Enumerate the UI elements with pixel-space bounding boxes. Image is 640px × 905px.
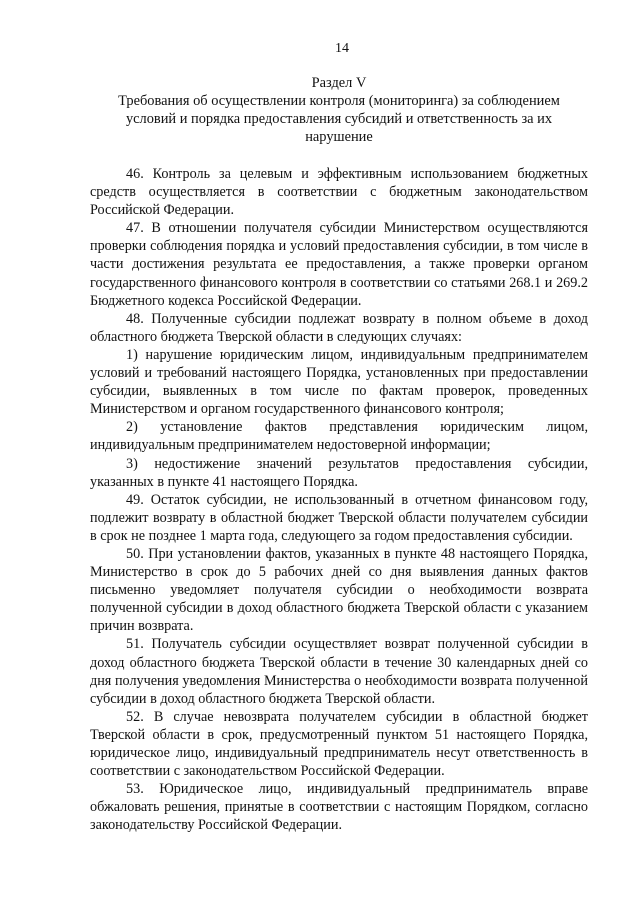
section-title: Раздел V [311, 75, 367, 91]
paragraph-46: 46. Контроль за целевым и эффективным использованием бюджетных средств осуществляется в соответствии с бюджетным законодательством Российской Федерации. [90, 166, 588, 219]
paragraph-51: 51. Получатель субсидии осуществляет возврат полученной субсидии в доход областного бюджета Тверской области в течение 30 календарных дней со дня получения уведомления Министерства о необходимости возврата полученной субсидии в доход областного бюджета Тверской области. [90, 636, 588, 707]
paragraph-53: 53. Юридическое лицо, индивидуальный предприниматель вправе обжаловать решения, принятые в соответствии с настоящим Порядком, согласно законодательству Российской Федерации. [90, 781, 588, 834]
paragraph-48-item-2: 2) установление фактов представления юридическим лицом, индивидуальным предпринимателем недостоверной информации; [90, 419, 588, 454]
page-number: 14 [335, 41, 349, 56]
paragraph-49: 49. Остаток субсидии, не использованный в отчетном финансовом году, подлежит возврату в областной бюджет Тверской области получателем субсидии в срок не позднее 1 марта года, следующего за годом предоставления субсидии. [90, 491, 588, 544]
paragraph-50: 50. При установлении фактов, указанных в пункте 48 настоящего Порядка, Министерство в срок до 5 рабочих дней со дня выявления данных фактов письменно уведомляет получателя субсидии о необходимости возврата полученной субсидии в доход областного бюджета Тверской области с указанием причин возврата. [90, 545, 588, 635]
document-body [90, 165, 588, 834]
paragraph-52: 52. В случае невозврата получателем субсидии в областной бюджет Тверской области в срок, предусмотренный пунктом 51 настоящего Порядка, юридическое лицо, индивидуальный предприниматель несут ответственность в соответствии с законодательством Российской Федерации. [90, 708, 588, 780]
paragraph-48-item-1: 1) нарушение юридическим лицом, индивидуальным предпринимателем условий и требований настоящего Порядка, установленных при предоставлении субсидии, выявленных в том числе по фактам проверок, проведенных Министерством и органом государственного финансового контроля; [90, 346, 588, 418]
section-heading: Требования об осуществлении контроля (мониторинга) за соблюдением условий и порядка предоставления субсидий и ответственность за их нарушение [118, 93, 560, 145]
paragraph-47: 47. В отношении получателя субсидии Министерством осуществляются проверки соблюдения порядка и условий предоставления субсидии, в том числе в части достижения результата ее предоставления, а также проверки органом государственного финансового контроля в соответствии со статьями 268.1 и 269.2 Бюджетного кодекса Российской Федерации. [90, 220, 588, 309]
paragraph-48: 48. Полученные субсидии подлежат возврату в полном объеме в доход областного бюджета Тверской области в следующих случаях: [90, 310, 588, 345]
paragraph-48-item-3: 3) недостижение значений результатов предоставления субсидии, указанных в пункте 41 настоящего Порядка. [90, 455, 588, 490]
document-page [90, 40, 588, 834]
